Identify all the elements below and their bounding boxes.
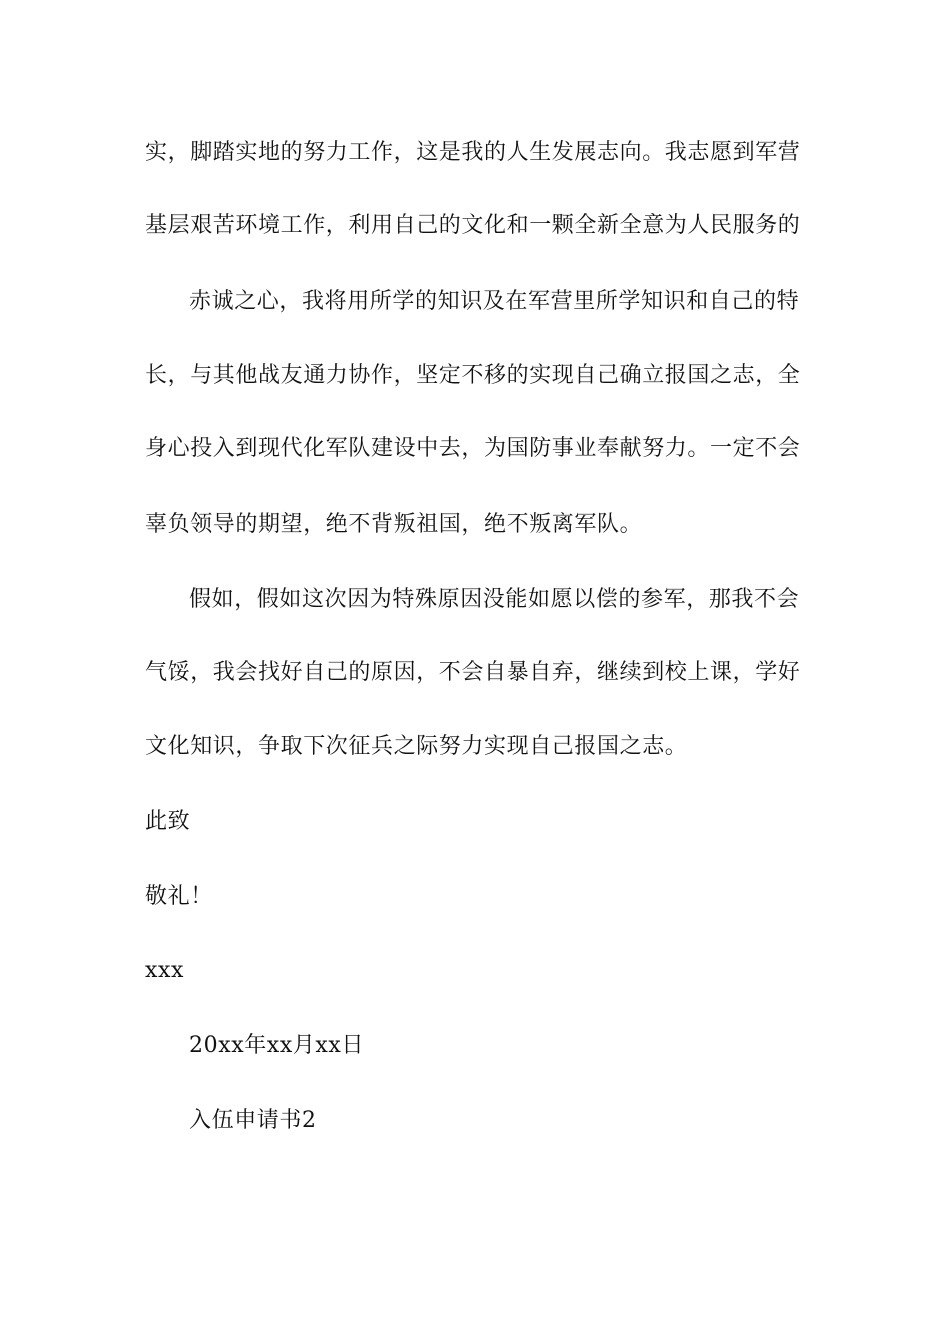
body-line-7: 假如，假如这次因为特殊原因没能如愿以偿的参军，那我不会 (189, 587, 800, 612)
body-line-9: 文化知识，争取下次征兵之际努力实现自己报国之志。 (145, 734, 688, 759)
signature-text: xxx (145, 958, 185, 983)
closing-text: 此致 (145, 809, 191, 834)
date-text: 20xx年xx月xx日 (189, 1033, 365, 1058)
salute-text: 敬礼！ (145, 884, 213, 909)
body-line-1: 实，脚踏实地的努力工作，这是我的人生发展志向。我志愿到军营 (145, 140, 801, 165)
body-line-6: 辜负领导的期望，绝不背叛祖国，绝不叛离军队。 (145, 512, 643, 537)
body-line-2: 基层艰苦环境工作，利用自己的文化和一颗全新全意为人民服务的 (145, 213, 801, 238)
body-line-5: 身心投入到现代化军队建设中去，为国防事业奉献努力。一定不会 (145, 436, 801, 461)
body-line-3: 赤诚之心，我将用所学的知识及在军营里所学知识和自己的特 (189, 289, 800, 314)
body-line-4: 长，与其他战友通力协作，坚定不移的实现自己确立报国之志，全 (145, 363, 801, 388)
body-line-8: 气馁，我会找好自己的原因，不会自暴自弃，继续到校上课，学好 (145, 660, 801, 685)
next-section-title: 入伍申请书2 (189, 1108, 317, 1133)
